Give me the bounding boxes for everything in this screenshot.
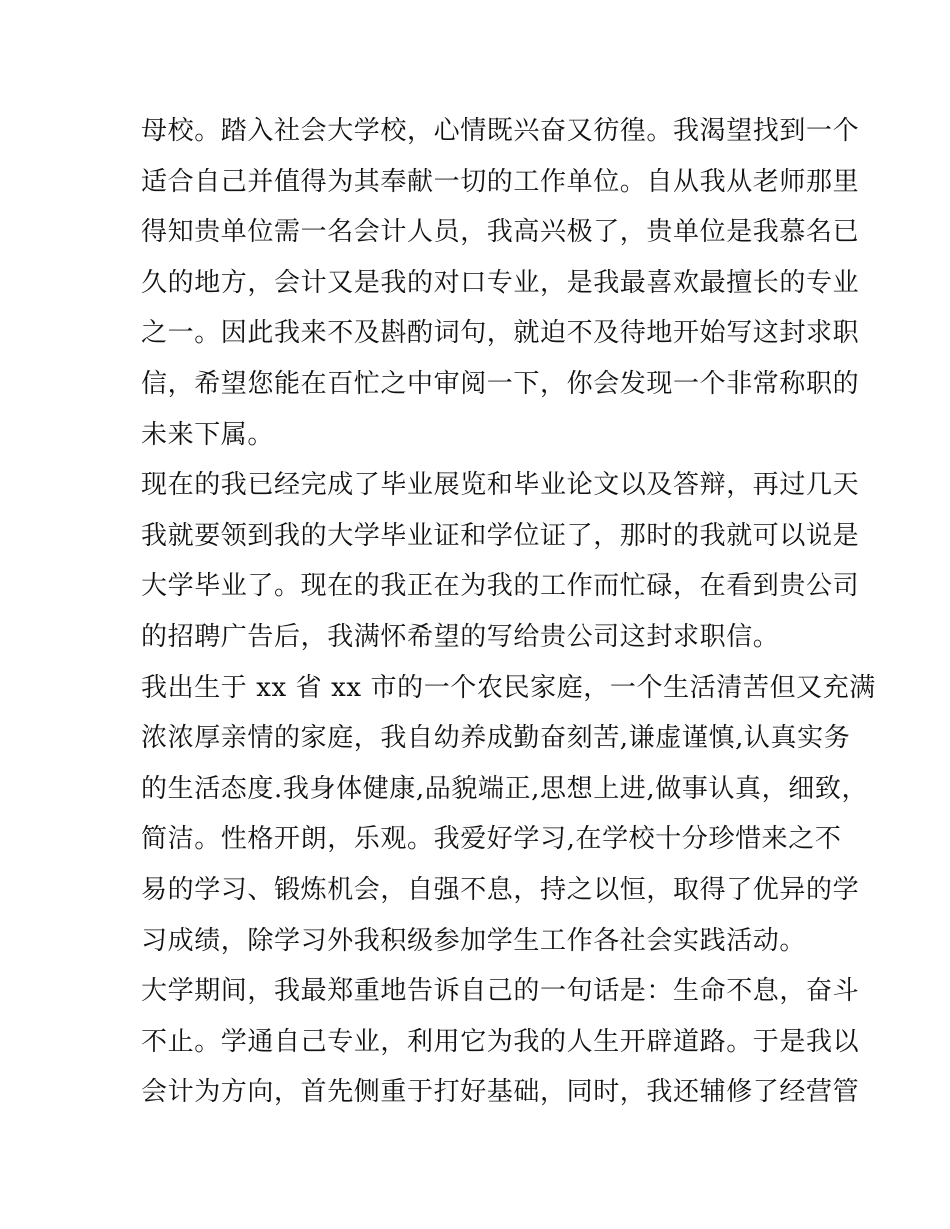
text-line: 久的地方，会计又是我的对口专业，是我最喜欢最擅长的专业 [141, 267, 860, 298]
text-line: 大学期间，我最郑重地告诉自己的一句话是：生命不息，奋斗 [141, 976, 860, 1007]
text-line: 的招聘广告后，我满怀希望的写给贵公司这封求职信。 [141, 621, 780, 652]
text-line: 简洁。性格开朗，乐观。我爱好学习,在学校十分珍惜来之不 [141, 824, 842, 855]
text-line: 习成绩，除学习外我积级参加学生工作各社会实践活动。 [141, 925, 807, 956]
text-line: 母校。踏入社会大学校，心情既兴奋又彷徨。我渴望找到一个 [141, 116, 860, 146]
text-line: 适合自己并值得为其奉献一切的工作单位。自从我从老师那里 [141, 166, 860, 197]
text-line: 不止。学通自己专业，利用它为我的人生开辟道路。于是我以 [141, 1026, 860, 1057]
body-text [141, 106, 876, 1118]
text-line: 之一。因此我来不及斟酌词句，就迫不及待地开始写这封求职 [141, 318, 860, 349]
text-line: 得知贵单位需一名会计人员，我高兴极了，贵单位是我慕名已 [141, 217, 860, 248]
text-line: 易的学习、锻炼机会，自强不息，持之以恒，取得了优异的学 [141, 874, 860, 905]
text-line: 我就要领到我的大学毕业证和学位证了，那时的我就可以说是 [141, 520, 860, 551]
text-line: 现在的我已经完成了毕业展览和毕业论文以及答辩，再过几天 [141, 470, 860, 501]
text-line: 大学毕业了。现在的我正在为我的工作而忙碌，在看到贵公司 [141, 571, 860, 602]
text-line: 我出生于 xx 省 xx 市的一个农民家庭，一个生活清苦但又充满 [141, 672, 876, 703]
text-line: 会计为方向，首先侧重于打好基础，同时，我还辅修了经营管 [141, 1077, 860, 1108]
text-line: 未来下属。 [141, 419, 275, 450]
text-line: 浓浓厚亲情的家庭，我自幼养成勤奋刻苦,谦虚谨慎,认真实务 [141, 723, 851, 754]
text-line: 的生活态度.我身体健康,品貌端正,思想上进,做事认真，细致， [141, 773, 869, 804]
text-line: 信，希望您能在百忙之中审阅一下，你会发现一个非常称职的 [141, 368, 860, 399]
